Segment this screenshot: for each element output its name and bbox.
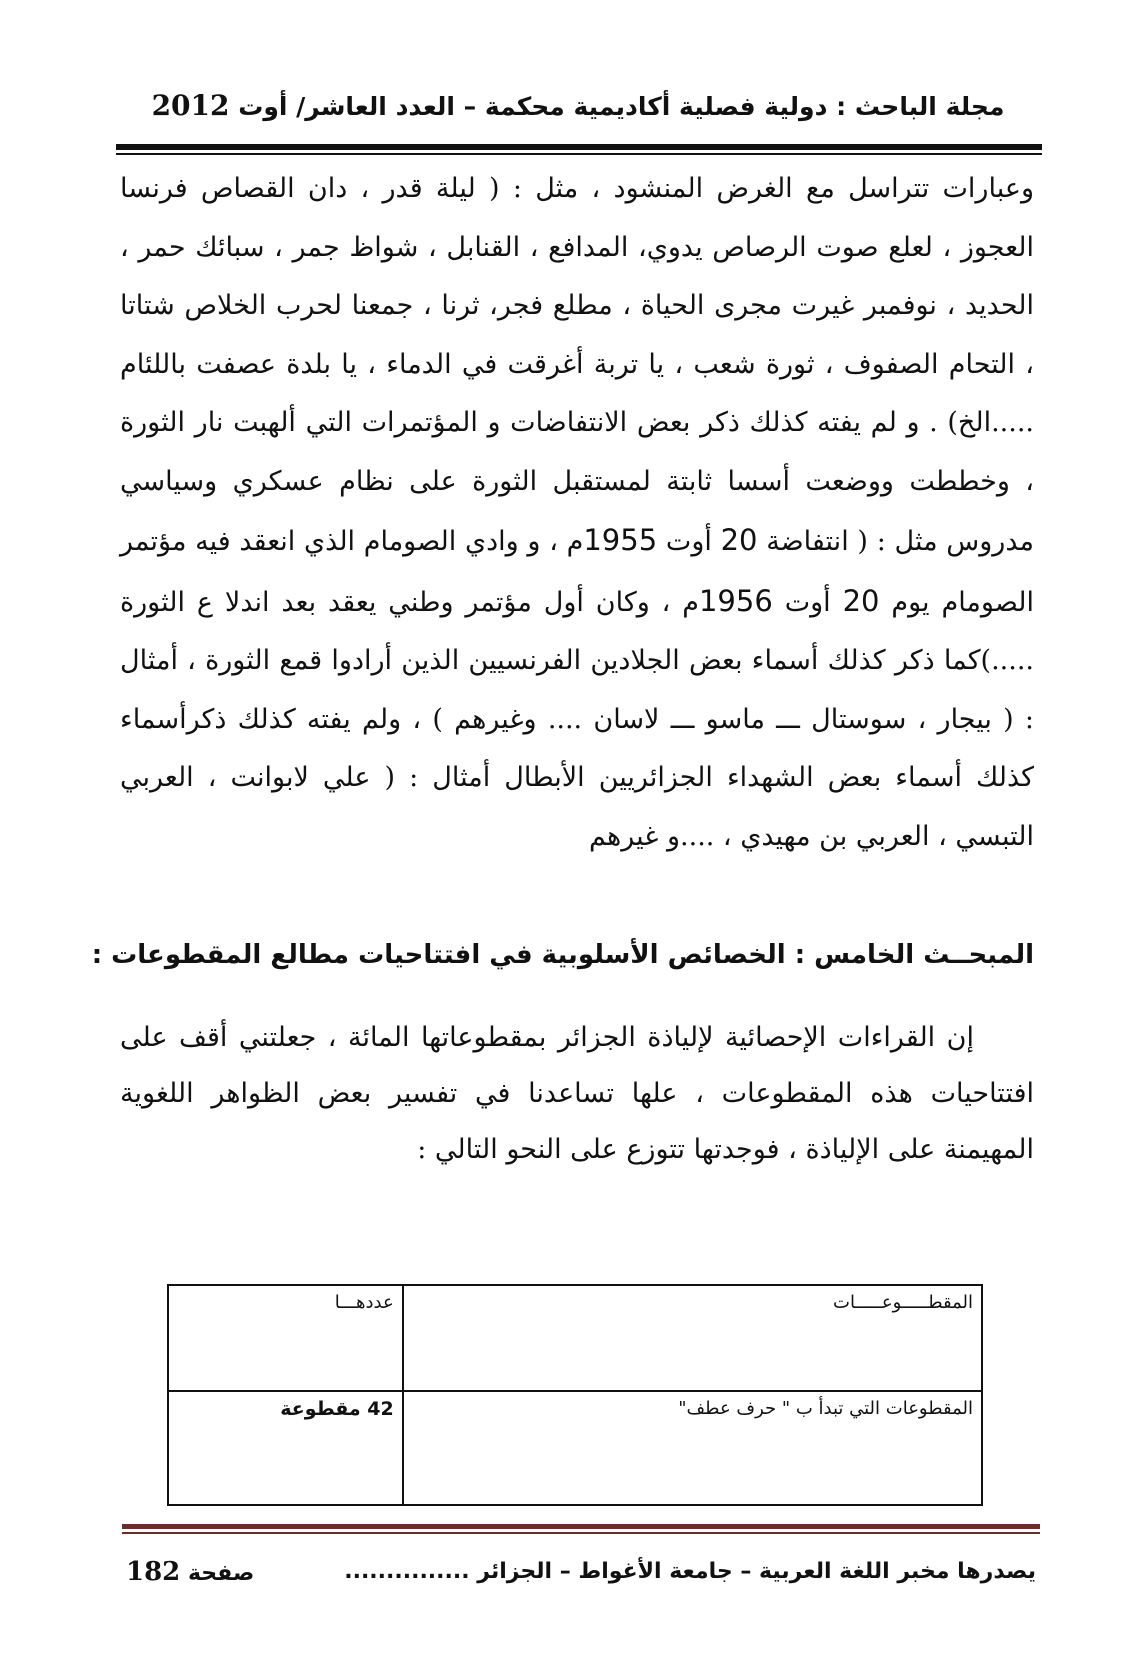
section-heading: المبحــث الخامس : الخصائص الأسلوبية في افتتاحيات مطالع المقطوعات : <box>91 940 1034 970</box>
text-segment: أوت <box>665 526 712 557</box>
intro-paragraph <box>120 1010 1034 1178</box>
main-paragraph <box>120 160 1034 866</box>
table-header-row <box>168 1285 982 1391</box>
number-segment: 20 <box>720 523 758 557</box>
number-segment: 1956 <box>698 583 773 618</box>
text-segment: وعبارات تتراسل مع الغرض المنشود ، مثل : ( ليلة قدر ، دان القصاص فرنسا العجوز ، لعلع صوت الرصاص يدوي، المدافع ، القنابل ، شواظ جمر ، سبائك حمر ، الحديد ، نوفمبر غيرت مجرى الحياة ، مطلع فجر، ثرنا ، جمعنا لحرب الخلاص شتاتا ، التحام الصفوف ، ثورة شعب ، يا تربة أغرقت في الدماء ، يا بلدة عصفت باللئام .....الخ) . و لم يفته كذلك ذكر بعض الانتفاضات و المؤتمرات التي ألهبت نار الثورة ، وخططت ووضعت أسسا ثابتة لمستقبل الثورة على نظام عسكري وسياسي مدروس مثل : ( انتفاضة <box>120 173 1034 557</box>
page-footer <box>126 1550 1036 1594</box>
main-paragraph-text <box>120 160 1034 866</box>
intro-paragraph-text: إن القراءات الإحصائية لإلياذة الجزائر بمقطوعاتها المائة ، جعلتني أقف على افتتاحيات هذه المقطوعات ، علها تساعدنا في تفسير بعض الظواهر اللغوية المهيمنة على الإلياذة ، فوجدتها تتوزع على النحو التالي : <box>120 1022 1034 1165</box>
table-cell-label: المقطوعات التي تبدأ ب " حرف عطف" <box>403 1391 982 1505</box>
number-segment: 20 <box>842 583 880 618</box>
number-segment: 1955 <box>583 523 658 557</box>
footer-publisher: يصدرها مخبر اللغة العربية – جامعة الأغواط – الجزائر ............... <box>344 1559 1036 1584</box>
header-rule-thin <box>116 153 1042 155</box>
table-header-count: عددهـــا <box>168 1285 403 1391</box>
table-row <box>168 1391 982 1505</box>
footer-rule-thin <box>122 1532 1040 1534</box>
text-segment: م ، و وادي الصومام الذي انعقد فيه مؤتمر الصومام يوم <box>120 526 1034 618</box>
footer-rule-thick <box>122 1524 1040 1529</box>
stats-table <box>167 1284 983 1506</box>
table-cell-count: 42 مقطوعة <box>168 1391 403 1505</box>
footer-page-number: 182 <box>126 1557 181 1587</box>
text-segment: م ، وكان أول مؤتمر وطني يعقد بعد اندلا ع الثورة .....)كما ذكر كذلك أسماء بعض الجلادين الفرنسيين الذين أرادوا قمع الثورة ، أمثال : ( بيجار ، سوستال ـــ ماسو ـــ لاسان .... وغيرهم ) ، ولم يفته كذلك ذكرأسماء كذلك أسماء بعض الشهداء الجزائريين الأبطال أمثال : ( علي لابوانت ، العربي التبسي ، العربي بن مهيدي ، ....و غيرهم <box>120 586 1034 852</box>
footer-page-label: صفحة <box>187 1561 255 1586</box>
footer-page <box>126 1550 254 1596</box>
text-segment: أوت <box>784 586 831 618</box>
journal-header-title: مجلة الباحث : دولية فصلية أكاديمية محكمة – العدد العاشر/ أوت <box>238 92 1005 121</box>
table-header-poems: المقطـــــوعـــــات <box>403 1285 982 1391</box>
header-rule-thick <box>116 144 1042 150</box>
journal-header <box>118 84 1038 128</box>
journal-header-year: 2012 <box>151 89 230 122</box>
